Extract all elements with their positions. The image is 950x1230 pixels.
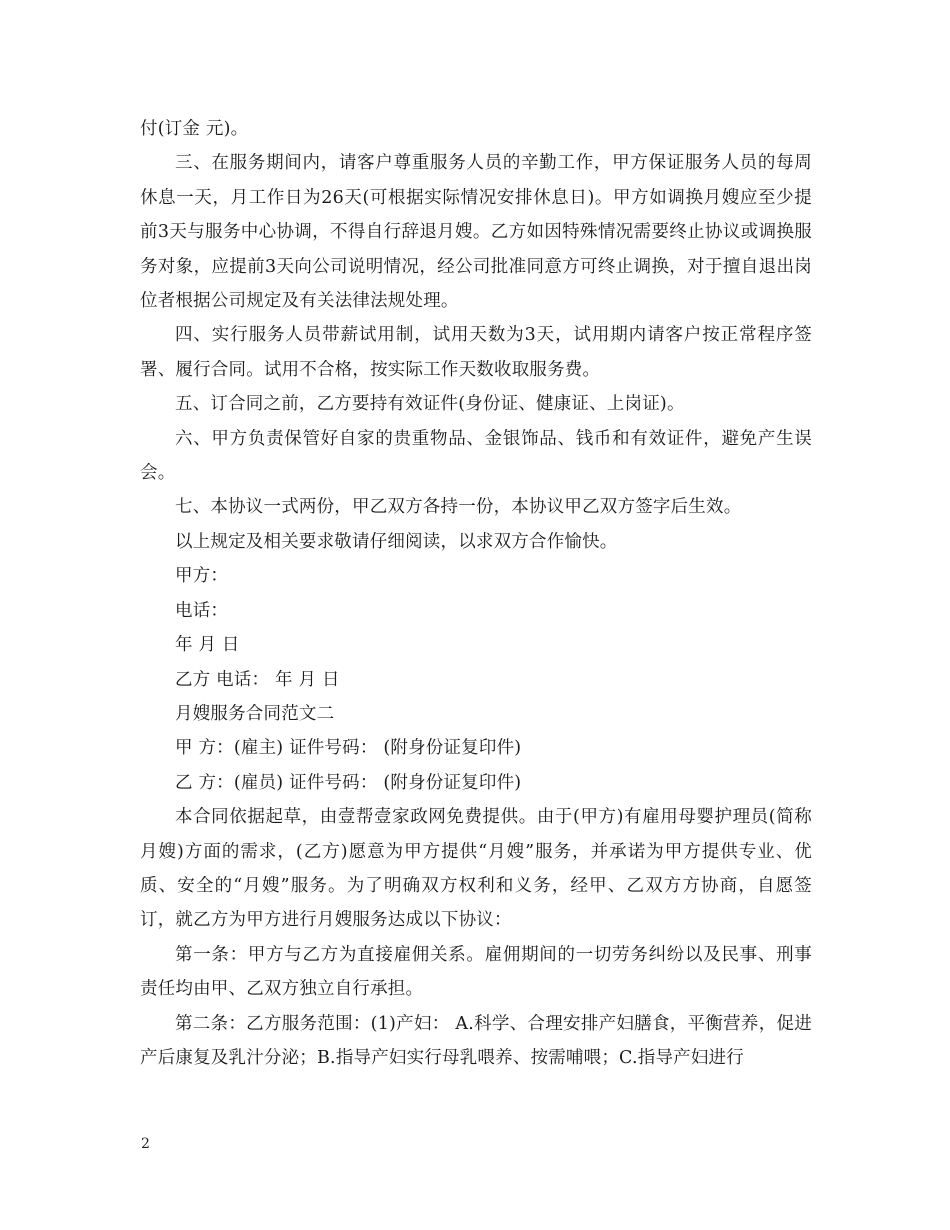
signature-phone: 电话： bbox=[175, 600, 229, 621]
paragraph-clause-4: 四、实行服务人员带薪试用制，试用天数为3天，试用期内请客户按正常程序签署、履行合同。试用不合格，按实际工作天数收取服务费。 bbox=[140, 325, 812, 380]
paragraph-article-2: 第二条：乙方服务范围：(1)产妇： A.科学、合理安排产妇膳食，平衡营养，促进产后康复及乳汁分泌；B.指导产妇实行母乳喂养、按需哺喂；C.指导产妇进行 bbox=[140, 1013, 812, 1068]
paragraph-preamble: 本合同依据起草，由壹帮壹家政网免费提供。由于(甲方)有雇用母婴护理员(简称月嫂)方面的需求，(乙方)愿意为甲方提供“月嫂”服务，并承诺为甲方提供专业、优质、安全的“月嫂”服务。为了明确双方权利和义务，经甲、乙双方方协商，自愿签订，就乙方为甲方进行月嫂服务达成以下协议： bbox=[140, 807, 812, 931]
signature-date: 年 月 日 bbox=[175, 635, 240, 656]
party-a-id-line: 甲 方：(雇主) 证件号码： (附身份证复印件) bbox=[175, 738, 522, 759]
page-number: 2 bbox=[141, 1136, 150, 1152]
paragraph-clause-7: 七、本协议一式两份，甲乙双方各持一份，本协议甲乙双方签字后生效。 bbox=[175, 497, 742, 518]
section-title-sample-two: 月嫂服务合同范文二 bbox=[175, 703, 335, 724]
paragraph-reminder: 以上规定及相关要求敬请仔细阅读，以求双方合作愉快。 bbox=[175, 531, 618, 552]
paragraph-clause-6: 六、甲方负责保管好自家的贵重物品、金银饰品、钱币和有效证件，避免产生误会。 bbox=[140, 428, 812, 484]
signature-party-a: 甲方： bbox=[175, 566, 229, 587]
paragraph-deposit: 付(订金 元)。 bbox=[140, 119, 249, 139]
paragraph-clause-3: 三、在服务期间内，请客户尊重服务人员的辛勤工作，甲方保证服务人员的每周休息一天，月工作日为26天(可根据实际情况安排休息日)。甲方如调换月嫂应至少提前3天与服务中心协调，不得自行辞退月嫂。乙方如因特殊情况需要终止协议或调换服务对象，应提前3天向公司说明情况，经公司批准同意方可终止调换，对于擅自退出岗位者根据公司规定及有关法律法规处理。 bbox=[140, 153, 812, 312]
paragraph-article-1: 第一条：甲方与乙方为直接雇佣关系。雇佣期间的一切劳务纠纷以及民事、刑事责任均由甲、乙双方独立自行承担。 bbox=[140, 944, 812, 1000]
signature-party-b: 乙方 电话： 年 月 日 bbox=[175, 669, 340, 690]
paragraph-clause-5: 五、订合同之前，乙方要持有效证件(身份证、健康证、上岗证)。 bbox=[175, 394, 685, 415]
party-b-id-line: 乙 方：(雇员) 证件号码： (附身份证复印件) bbox=[175, 772, 522, 793]
document-body bbox=[140, 112, 812, 1075]
